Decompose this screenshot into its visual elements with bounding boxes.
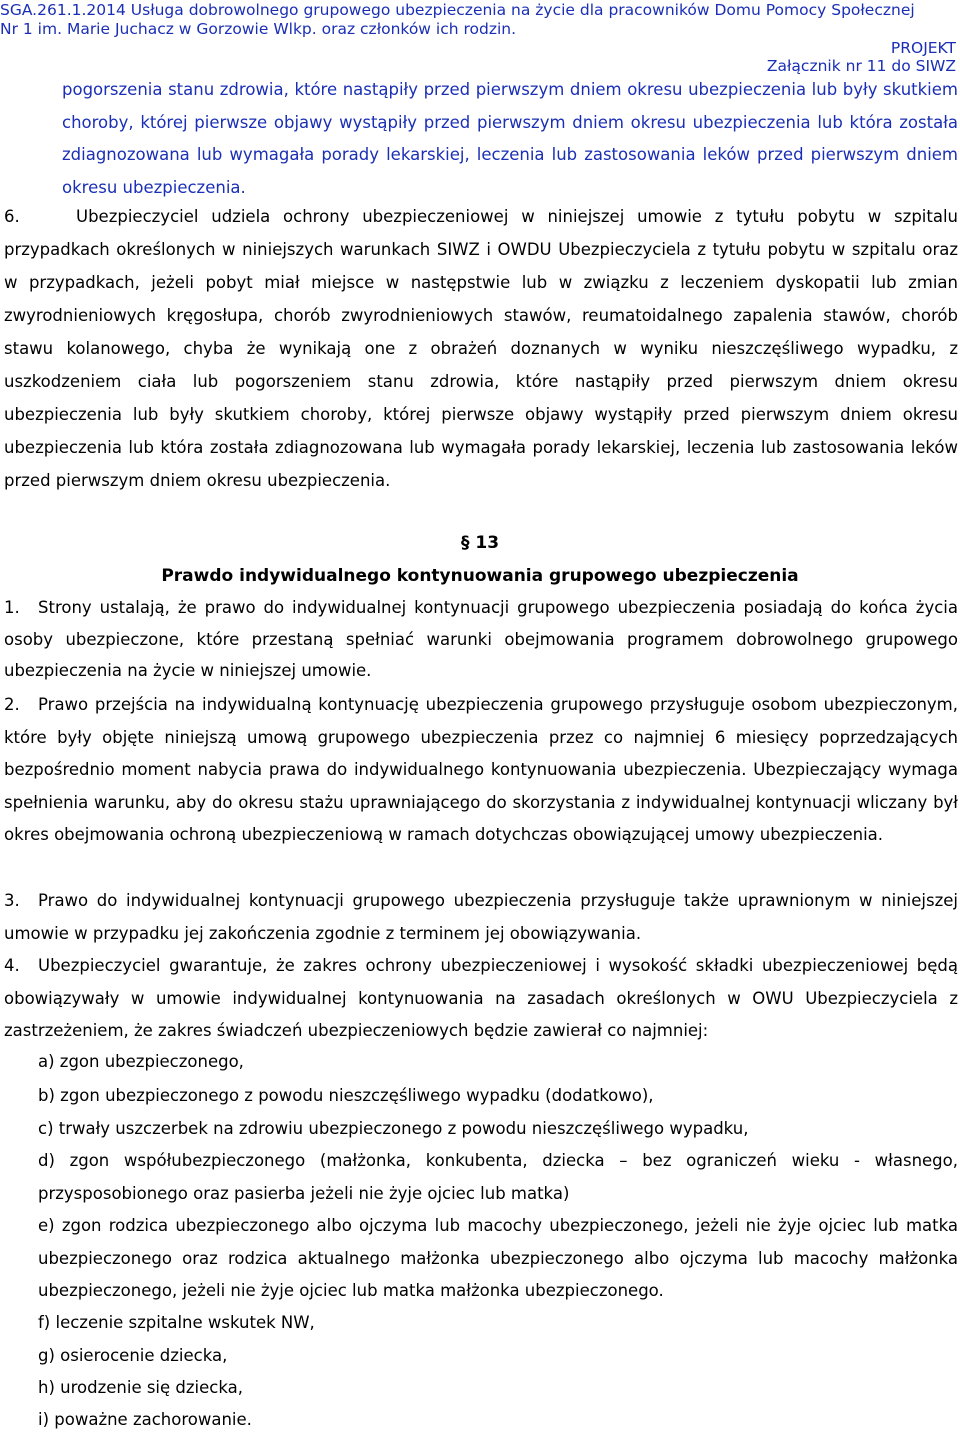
section-item [4, 885, 958, 950]
point-6-number: 6. [4, 207, 20, 226]
attachment-label: Załącznik nr 11 do SIWZ [766, 57, 956, 75]
benefit-list-item: d) zgon współubezpieczonego (małżonka, konkubenta, dziecka – bez ograniczeń wieku - własnego, przysposobionego oraz pasierba jeżeli nie żyje ojciec lub matka) [38, 1151, 958, 1203]
benefit-list-item: c) trwały uszczerbek na zdrowiu ubezpieczonego z powodu nieszczęśliwego wypadku, [38, 1119, 749, 1138]
item-text: Strony ustalają, że prawo do indywidualnej kontynuacji grupowego ubezpieczenia posiadają do końca życia osoby ubezpieczone, które przestaną spełniać warunki obejmowania programem dobrowolnego grupowego ubezpieczenia na życie w niniejszej umowie. [4, 598, 958, 680]
benefit-list-item: b) zgon ubezpieczonego z powodu nieszczęśliwego wypadku (dodatkowo), [38, 1086, 654, 1105]
document-header-line-2: Nr 1 im. Marie Juchacz w Gorzowie Wlkp. oraz członków ich rodzin. [0, 20, 517, 38]
item-text: Prawo przejścia na indywidualną kontynuację ubezpieczenia grupowego przysługuje osobom ubezpieczonym, które były objęte niniejszą umową grupowego ubezpieczenia przez co najmniej 6 miesięcy poprzedzających bezpośrednio moment nabycia prawa do indywidualnego kontynuowania ubezpieczenia. Ubezpieczający wymaga spełnienia warunku, aby do okresu stażu uprawniającego do skorzystania z indywidualnej kontynuacji wliczany był okres obejmowania ochroną ubezpieczeniową w ramach dotychczas obowiązującej umowy ubezpieczenia. [4, 695, 958, 844]
item-number: 2. [4, 695, 20, 714]
section-item [4, 950, 958, 1048]
item-number: 4. [4, 956, 20, 975]
benefit-list-item: i) poważne zachorowanie. [38, 1410, 252, 1429]
section-number: § 13 [460, 533, 500, 553]
item-text: Ubezpieczyciel gwarantuje, że zakres ochrony ubezpieczeniowej i wysokość składki ubezpieczeniowej będą obowiązywały w umowie indywidualnej kontynuowania na zasadach określonych w OWU Ubezpieczyciela z zastrzeżeniem, że zakres świadczeń ubezpieczeniowych będzie zawierał co najmniej: [4, 956, 958, 1040]
section-item [4, 592, 958, 687]
section-title: Prawdo indywidualnego kontynuowania grupowego ubezpieczenia [161, 566, 799, 586]
benefit-list-item: g) osierocenie dziecka, [38, 1346, 228, 1365]
point-6-text: Ubezpieczyciel udziela ochrony ubezpieczeniowej w niniejszej umowie z tytułu pobytu w szpitalu przypadkach określonych w niniejszych warunkach SIWZ i OWDU Ubezpieczyciela z tytułu pobytu w szpitalu oraz w przypadkach, jeżeli pobyt miał miejsce w następstwie lub w związku z leczeniem dyskopatii lub zmian zwyrodnieniowych kręgosłupa, chorób zwyrodnieniowych stawów, reumatoidalnego zapalenia stawów, chorób stawu kolanowego, chyba że wynikają one z obrażeń doznanych w wyniku nieszczęśliwego wypadku, z uszkodzeniem ciała lub pogorszeniem stanu zdrowia, które nastąpiły przed pierwszym dniem okresu ubezpieczenia lub były skutkiem choroby, której pierwsze objawy wystąpiły przed pierwszym dniem okresu ubezpieczenia lub która została zdiagnozowana lub wymagała porady lekarskiej, leczenia lub zastosowania leków przed pierwszym dniem okresu ubezpieczenia. [4, 207, 958, 490]
item-text: Prawo do indywidualnej kontynuacji grupowego ubezpieczenia przysługuje także uprawnionym w niniejszej umowie w przypadku jej zakończenia zgodnie z terminem jej obowiązywania. [4, 891, 958, 943]
benefit-list-item: f) leczenie szpitalne wskutek NW, [38, 1313, 315, 1332]
section-item [4, 689, 958, 852]
project-label: PROJEKT [890, 39, 956, 57]
point-6-paragraph [4, 200, 958, 497]
benefit-list-item: a) zgon ubezpieczonego, [38, 1052, 244, 1071]
item-number: 1. [4, 598, 20, 617]
document-header-line-1: SGA.261.1.2014 Usługa dobrowolnego grupowego ubezpieczenia na życie dla pracowników Domu Pomocy Społecznej [0, 1, 915, 19]
benefit-list-item: e) zgon rodzica ubezpieczonego albo ojczyma lub macochy ubezpieczonego, jeżeli nie żyje ojciec lub matka ubezpieczonego oraz rodzica aktualnego małżonka ubezpieczonego albo ojczyma lub macochy małżonka ubezpieczonego, jeżeli nie żyje ojciec lub matka małżonka ubezpieczonego. [38, 1216, 958, 1300]
item-number: 3. [4, 891, 20, 910]
continuation-paragraph: pogorszenia stanu zdrowia, które nastąpiły przed pierwszym dniem okresu ubezpieczenia lub były skutkiem choroby, której pierwsze objawy wystąpiły przed pierwszym dniem okresu ubezpieczenia lub która została zdiagnozowana lub wymagała porady lekarskiej, leczenia lub zastosowania leków przed pierwszym dniem okresu ubezpieczenia. [62, 80, 958, 197]
benefit-list-item: h) urodzenie się dziecka, [38, 1378, 243, 1397]
